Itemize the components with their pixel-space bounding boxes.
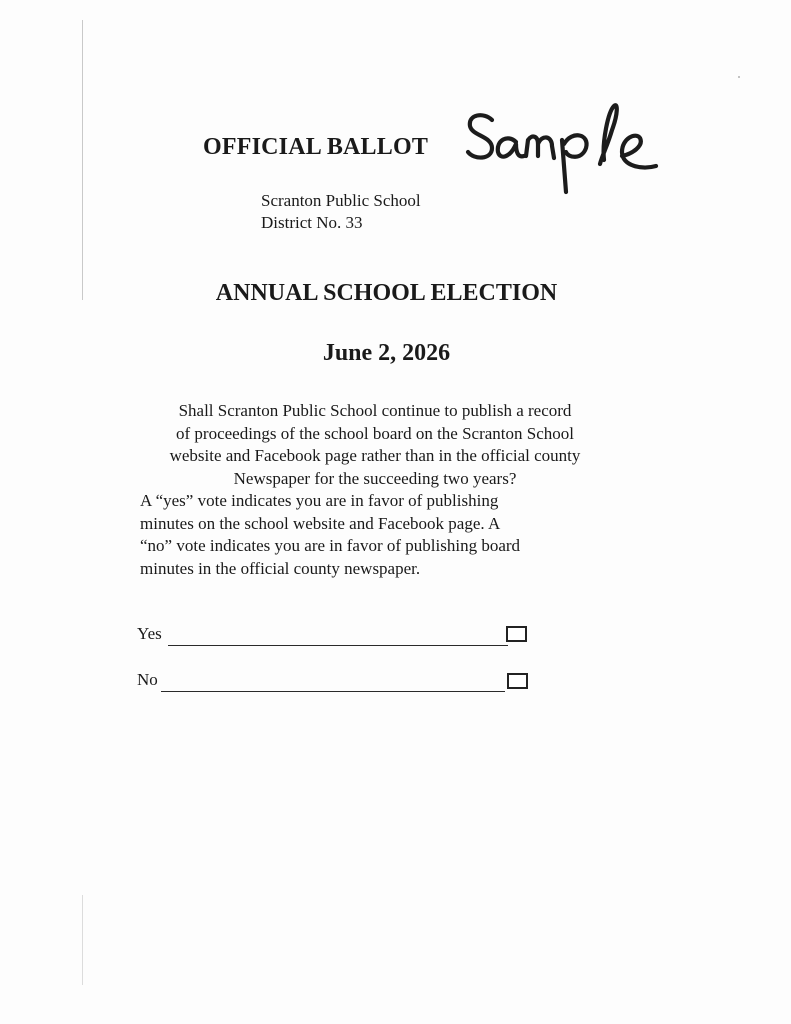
no-checkbox[interactable] [507, 673, 528, 689]
question-line: Newspaper for the succeeding two years? [233, 468, 517, 488]
scan-speck [738, 76, 740, 78]
yes-checkbox[interactable] [506, 626, 527, 642]
district-number: District No. 33 [261, 213, 363, 232]
scan-edge-mark [82, 895, 83, 985]
ballot-question [120, 400, 630, 580]
election-heading [0, 280, 791, 307]
explanation-line: “no” vote indicates you are in favor of publishing board [140, 536, 521, 555]
vote-option-no [137, 670, 537, 696]
district-block [261, 190, 421, 234]
scan-edge-mark [82, 20, 83, 300]
sample-handwritten-stamp [462, 100, 662, 200]
vote-option-label: No [137, 670, 158, 689]
vote-option-line [168, 645, 508, 646]
ballot-title: OFFICIAL BALLOT [203, 134, 429, 160]
question-line: of proceedings of the school board on the Scranton School [176, 423, 574, 443]
explanation-line: minutes in the official county newspaper. [140, 558, 421, 578]
explanation-line: minutes on the school website and Facebook page. A [140, 513, 501, 533]
election-date: June 2, 2026 [322, 340, 451, 366]
vote-option-label: Yes [137, 624, 162, 643]
question-line: Shall Scranton Public School continue to publish a record [178, 401, 572, 420]
school-name: Scranton Public School [261, 191, 421, 210]
election-date-heading [0, 340, 791, 367]
election-name: ANNUAL SCHOOL ELECTION [215, 280, 558, 306]
explanation-line: A “yes” vote indicates you are in favor of publishing [140, 491, 499, 510]
vote-option-yes [137, 624, 537, 650]
vote-option-line [161, 691, 505, 692]
question-line: website and Facebook page rather than in the official county [169, 446, 581, 465]
